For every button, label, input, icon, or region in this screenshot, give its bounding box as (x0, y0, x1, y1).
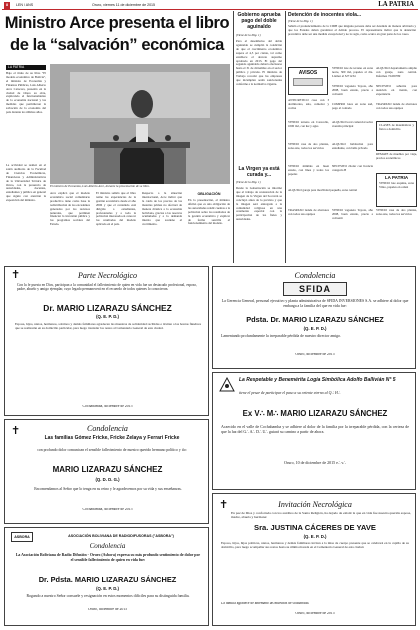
cross-icon: ✝ (219, 499, 229, 511)
classified-item: COMPRO lotes en zona sud, pago al contado (332, 103, 373, 110)
minister-photo-illustration (50, 64, 230, 184)
ad-4-name: Pdsta. Dr. MARIO LIZARAZU SÁNCHEZ (246, 315, 384, 324)
asbora-logo-text: ASBORA (14, 535, 30, 539)
ad-1-closing: Cochabamba, diciembre de 2015 (82, 405, 133, 408)
cross-icon: ✝ (11, 269, 21, 281)
ad-3-name: Dr. Pdsta. MARIO LIZARAZU SÁNCHEZ (38, 575, 177, 584)
ad-2-text-2: Encomendamos al Señor que lo tenga en su reino y le agradecemos por su vida y sus enseñanzas. (34, 487, 182, 491)
ad-2-org: Las familias Gómez Fricke, Fricke Zelaya y Ferrari Fricke (44, 435, 180, 441)
ad-6-closing: Oruro, diciembre de 2015 (295, 612, 335, 615)
classified-item: TRASPASO tienda de abarrotes con todos sus equipos (376, 103, 417, 110)
article-col-6: En la presentación, el ministro afirmó que es una obligación de las autoridades rendir cuentas a la población sobre los resultados de la gestión económica y explicar de forma sencilla el funcionamiento del modelo. (188, 199, 230, 226)
edition-date: Oruro, viernes 11 de diciembre de 2015 (92, 3, 156, 7)
classified-box-c-brand: LA PATRIA (384, 175, 409, 180)
ad-6-text-3: La familia agradece de antemano las muestras de solidaridad. (221, 602, 310, 605)
obituary-ad-1 (4, 266, 209, 416)
classified-item: VENDO terreno en Caracollo, 1000 m2, con luz y agua (288, 121, 329, 128)
headline-line-1: Ministro Arce presenta el libro (4, 14, 230, 32)
classified-box-c (376, 173, 417, 207)
sfida-logo-text: SFIDA (299, 284, 331, 294)
brief-2-title: La Virgen ya está curada y... (238, 166, 280, 178)
article-col-5: Respecto a la situación internacional, Arce indicó que la caída de los precios de las materias primas no afectará de manera drástica a la economía boliviana, gracias a las reservas acumuladas y a la demanda interna que sostiene el crecimiento. (142, 192, 182, 227)
classified-item: CLASES de matemáticas y física a domicilio (379, 123, 414, 131)
brief-3-source: (Viene de la Pág. 1) (288, 20, 313, 23)
ad-1-text-1: Con la fe puesta en Dios, participan a la comunidad el fallecimiento de quien en vida fue un destacado profesional, esposo, padre, abuelo y amigo ejemplar, cuyo legado permanecerá en el recuerdo de todos quienes lo conocieron. (17, 283, 197, 292)
brief-3-title: Detención de inocentes viola... (288, 12, 362, 18)
ad-5-name: Ex V∴ M∴ MARIO LIZARAZU SÁNCHEZ (242, 409, 388, 418)
ad-2-name: MARIO LIZARAZU SÁNCHEZ (52, 465, 163, 474)
obituary-ad-4 (212, 266, 416, 369)
photo-caption: El ministro de Economía, Luis Alberto Arce, durante la presentación de su libro. (50, 185, 150, 188)
classified-item: NECESITO señorita para atención en tienda, con experiencia (376, 85, 417, 96)
classified-box-a (288, 67, 328, 95)
classified-item: VENDO lote de terreno en zona norte, 300 m2, papeles al día. Llamar al 5271234 (332, 67, 373, 78)
ad-5-closing: Oruro, 10 de diciembre de 2015 e∴ v∴ (284, 461, 346, 465)
ad-6-text-2: Esposo, hijos, hijas políticas, nietos, hermanos y demás familiares invitan a la misa de cuerpo presente que se celebrará en la capilla de su domicilio, para luego acompañar sus restos hasta su última morada en el Cementerio General de esta ciudad. (221, 541, 409, 550)
classified-item: ALQUILO departamento amplio con garaje, zona central. Informes 72456789 (376, 67, 417, 78)
ad-3-heading: Condolencia (89, 542, 126, 550)
classified-item: ANTICRÉTICO casa con 3 dormitorios, sala, comedor y cocina (288, 99, 329, 110)
brief-1-title: Gobierno aprueba pago del doble aguinaldo (237, 12, 281, 30)
ad-1-name: Dr. MARIO LIZARAZU SÁNCHEZ (43, 303, 172, 313)
article-source (6, 65, 46, 70)
ad-5-text-2: Acaecido en el valle de Cochabamba y se adhiere al dolor de la familia por la irreparable pérdida, con la certeza de que la luz del G∴ A∴ D∴ U∴ guiará su camino a partir de ahora. (221, 425, 409, 434)
ad-3-org-title: ASOCIACIÓN BOLIVIANA DE RADIODIFUSORAS ("ASBORA") (68, 534, 174, 538)
ad-6-heading: Invitación Necrológica (278, 500, 352, 509)
article-col-3: Arce explicó que el modelo económico social comunitario productivo tiene como base la redistribución de los excedentes generados por los recursos naturales, que permiten financiar la inversión pública y los programas sociales del Estado. (50, 192, 90, 227)
classified-box-b (376, 121, 417, 151)
ad-3-closing: Oruro, diciembre de 2015 (87, 608, 128, 611)
obituary-ad-5 (212, 372, 416, 490)
obituary-ad-2 (4, 419, 209, 524)
ad-5-heading: La Respetable y Benemérita Logia Simbólica Adolfo Ballivián N° 5 (239, 377, 396, 383)
brief-divider (233, 11, 234, 263)
lodge-emblem-icon (219, 377, 235, 393)
classified-item: VENDO casa de dos plantas, zona este, todos los servicios (288, 143, 329, 150)
brief-divider-2 (285, 11, 286, 263)
obituary-ad-3 (4, 527, 209, 626)
ad-3-qepd: (Q. E. P. D.) (96, 586, 119, 591)
newspaper-brand: LA PATRIA (378, 1, 414, 8)
classifieds-title: AVISOS (298, 70, 318, 76)
ad-1-heading: Parte Necrológico (77, 271, 138, 280)
article-photo (50, 64, 230, 184)
headline-line-2: de la “salvación” económica (10, 36, 224, 54)
classified-item: VENDO casa de dos plantas, zona este, todos los servicios (376, 209, 417, 216)
classified-item: VENDO vagoneta Toyota, año 2008, buen estado, precio a convenir (332, 209, 373, 220)
classified-item: NECESITO chofer con licencia categoría B (332, 165, 373, 172)
sfida-logo (283, 282, 347, 296)
cross-icon: ✝ (11, 425, 21, 437)
page-header (2, 2, 418, 10)
ad-3-text-1: La Asociación Boliviana de Radio Difusión - Oruro (Asbora) expresa su más profundo sentimiento de dolor por el sensible fallecimiento de quien en vida fue: (15, 553, 201, 562)
classified-item: REMATE de muebles por viaje, precios económicos (376, 153, 417, 160)
brief-2-text: Desde la Gobernación se informó que el trabajo de restauración de la imagen de la Virgen del Socavón se concluyó antes de lo previsto y que la imagen será entregada a la comunidad religiosa en una ceremonia especial con la participación de los fieles y autoridades. (236, 187, 282, 222)
section-label: LEN / ANS (16, 3, 34, 7)
article-col-2: La actividad se realizó en el salón auditorio de la Facultad de Ciencias Económicas, Financieras y Administrativas de la Universidad Técnica de Oruro, con la presencia de autoridades, docentes, estudiantes y público en general que siguió con atención la exposición del ministro. (6, 164, 46, 203)
ad-4-heading: Condolencia (294, 271, 336, 280)
ad-4-qepd: (Q. E. P. D.) (303, 326, 327, 331)
headline (4, 12, 230, 60)
article-col-1: Bajo el título de su libro "El modelo económico de Bolivia", el ministro de Economía y Finanzas Públicas, Luis Alberto Arce Catacora, presentó en la ciudad de Oruro su obra, explicando el funcionamiento de la economía nacional y las medidas que permitieron la salvación de la economía del país durante los últimos años. (6, 72, 46, 115)
classifieds (288, 67, 418, 263)
ad-6-name: Sra. JUSTINA CÁCERES DE YAVE (254, 523, 376, 532)
ad-4-text-2: Lamentando profundamente la irreparable pérdida de nuestro director amigo. (221, 334, 342, 338)
brief-2-source: (Viene de la Pág. 1) (236, 181, 261, 184)
classified-item: VENDO minibús en buen estado, con línea y todos los papeles (288, 165, 329, 176)
ad-2-text-1: con profundo dolor comunican el sensible fallecimiento de nuestro querido hermano político y tío: (37, 448, 187, 452)
classified-item: VENDO lote esquina, zona Vinto, papeles en orden (379, 182, 414, 189)
ad-1-text-2: Esposa, hijos, nietos, hermanos, sobrinos y demás familiares agradecen las muestras de solidaridad recibidas e invitan a las honras fúnebres que se realizarán en su domicilio particular, para luego trasladar los restos al Cementerio General de esta ciudad. (15, 322, 201, 331)
source-label: LA PATRIA (8, 65, 25, 69)
brief-3-text: Señaló el pronunciamiento de la CIDH que ninguna persona debe ser detenida de manera arbitraria y que los Estados deben garantizar el debido proceso. El representante indicó que la detención preventiva debe ser una medida excepcional y no la regla, como ocurre en gran parte de los casos. (288, 25, 416, 36)
asbora-logo (11, 532, 33, 542)
article-col-4: El ministro señaló que el libro reúne las experiencias de la gestión económica desde el año 2006 y que el contenido está dirigido a estudiantes, profesionales y a toda la población interesada en conocer los resultados del modelo aplicado en el país. (96, 192, 136, 227)
ad-2-closing: Cochabamba, diciembre de 2015 (82, 508, 133, 511)
ad-2-heading: Condolencia (87, 424, 128, 433)
brief-1-source: (Viene de la Pág. 1) (236, 34, 261, 37)
ad-6-text-1: En paz de Dios y confortada con los auxilios de la Santa Religión, ha dejado de existir la que en vida fue nuestra querida esposa, madre, abuela y hermana: (231, 511, 411, 520)
classified-item: VENDO vagoneta Toyota, año 2008, buen estado, precio a convenir (332, 85, 373, 96)
classified-item: ALQUILO habitación para estudiante, con baño privado (332, 143, 373, 150)
classified-item: TRASPASO tienda de abarrotes con todos sus equipos (288, 209, 329, 216)
article-subhead: OBLIGACIÓN (197, 192, 221, 196)
brief-1-text: Para el desembolso del doble aguinaldo se cumplió la condición de que el crecimiento económico supere el 4,5 por ciento, tal como establece el decreto supremo aprobado en 2013. El pago del segundo aguinaldo deberá efectuarse hasta el 31 de diciembre en el sector público y privado. El ministro de Trabajo recordó que las empresas que incumplan serán sancionadas conforme a la normativa vigente. (236, 40, 282, 86)
ad-4-closing: Oruro, diciembre de 2015 (295, 353, 335, 356)
ad-6-qepd: (Q. E. P. D.) (303, 534, 327, 539)
ad-4-text-1: La Gerencia General, personal ejecutivo y planta administrativa de SFIDA INVERSIONES S.A. se adhiere al dolor que embarga a la familia del que en vida fue: (221, 299, 409, 308)
classified-item: ALQUILO garaje para movilidad pequeña, zona central (288, 189, 358, 192)
ad-3-text-2: Rogando a nuestro Señor consuele y resignación en estos momentos difíciles para su distinguida familia. (26, 594, 190, 598)
ad-2-qepd: (Q. D. D. G.) (95, 477, 120, 482)
obituary-ad-6 (212, 493, 416, 626)
ad-1-qepd: (Q. E. P. D.) (96, 314, 119, 319)
classified-item: ALQUILO local comercial sobre avenida principal (332, 121, 373, 128)
page-number: 8 (6, 3, 8, 7)
ad-5-text-1: tiene el pesar de participar el paso a su oriente eterno al Q∴ H∴ (239, 391, 341, 395)
